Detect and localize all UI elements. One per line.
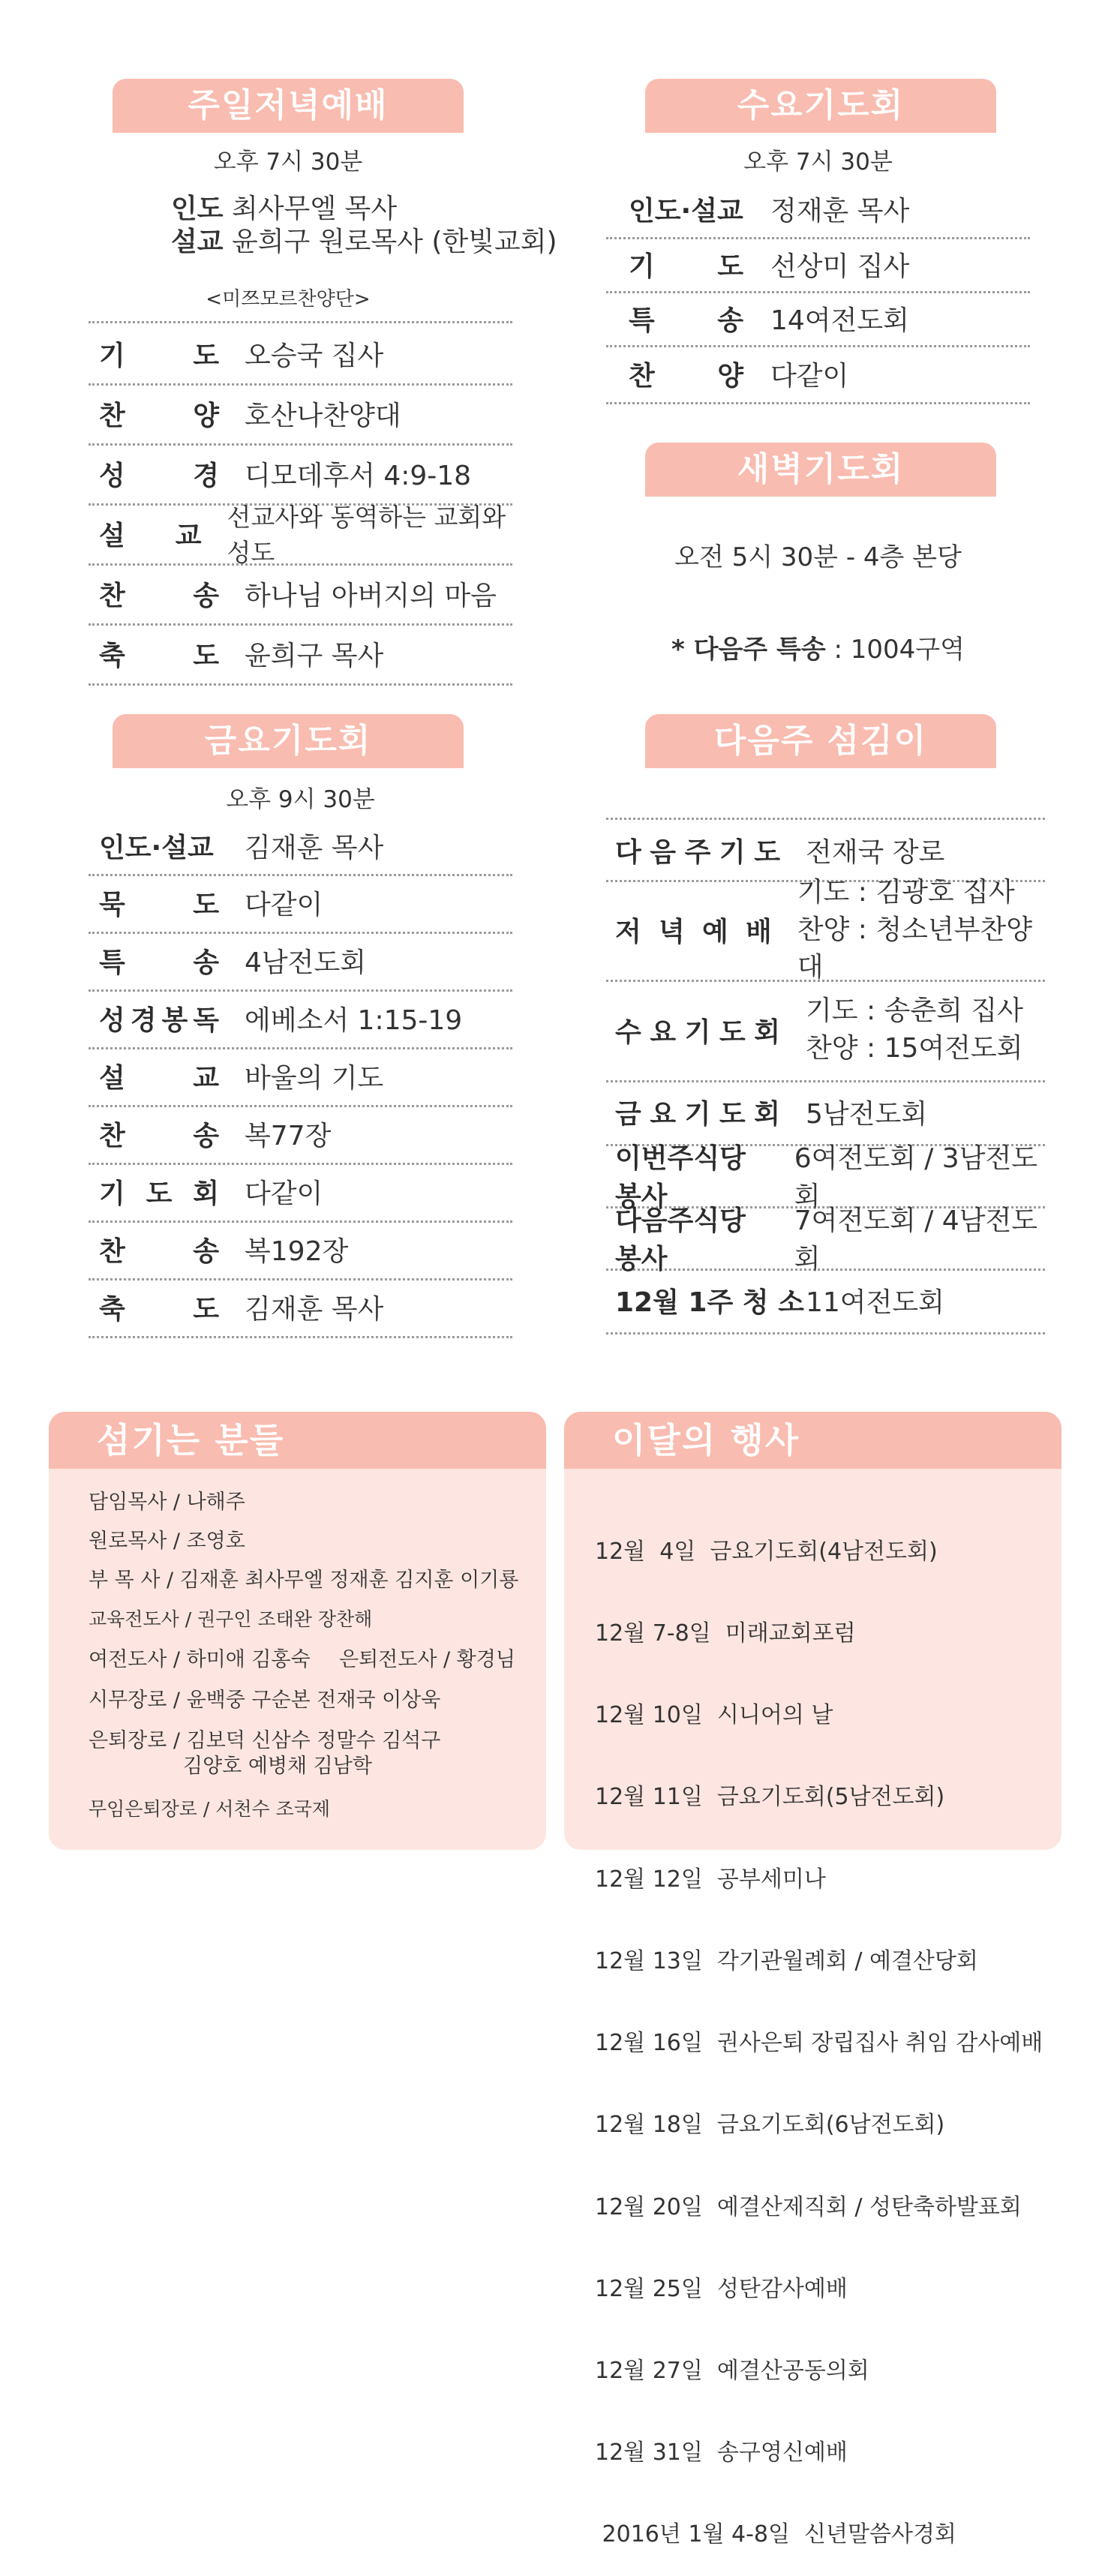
row-label: 12월 1주 청 소	[615, 1287, 804, 1318]
label-char: 특	[629, 305, 655, 336]
label-char: 교	[193, 1063, 219, 1094]
row-label	[99, 999, 219, 1037]
staff-line: 은퇴전도사 / 황경님	[339, 1648, 515, 1671]
staff-line: 담임목사 / 나해주	[89, 1491, 245, 1514]
row-label	[99, 1230, 219, 1268]
label-char: 성	[99, 1005, 125, 1036]
staff-line: 여전도사 / 하미애 김홍숙	[89, 1648, 311, 1671]
event-item: 12월 13일 각기관월례회 / 예결산당회	[595, 1947, 978, 1974]
label-char: 양	[717, 360, 743, 392]
label-char: 교	[175, 520, 202, 551]
label-char: 예	[701, 917, 728, 947]
row-value: 바울의 기도	[245, 1063, 384, 1094]
friday-time: 오후 9시 30분	[226, 786, 375, 813]
label-char: 도	[193, 340, 219, 371]
label-char: 찬	[99, 1121, 125, 1151]
label-char: 축	[99, 1294, 125, 1325]
row-value: 디모데후서 4:9-18	[245, 460, 472, 491]
row-label	[629, 355, 743, 393]
event-item: 12월 7-8일 미래교회포럼	[595, 1620, 856, 1647]
wednesday-title-tab: 수요기도회	[645, 79, 996, 133]
label-char: 찬	[99, 1236, 125, 1267]
row-value: 7여전도회 / 4남전도회	[794, 1205, 1038, 1274]
label-char: 송	[193, 1121, 219, 1151]
row-label	[629, 245, 743, 284]
friday-row	[89, 932, 512, 992]
wednesday-row	[606, 180, 1030, 239]
staff-line: 시무장로 / 윤백중 구순본 전재국 이상욱	[89, 1689, 441, 1712]
row-value	[806, 992, 1023, 1067]
sunday-row	[89, 563, 512, 626]
staff-line: 교육전도사 / 권구인 조태완 장찬해	[89, 1608, 373, 1630]
label-char: 회	[193, 1178, 219, 1209]
row-value: 선교사와 동역하는 교회와 성도	[227, 503, 506, 567]
row-value	[797, 874, 1045, 986]
friday-row	[89, 1278, 512, 1338]
label-char: 수	[615, 1016, 641, 1048]
sunday-preacher-value: 윤희구 원로목사 (한빛교회)	[223, 227, 557, 257]
wednesday-time: 오후 7시 30분	[743, 149, 893, 176]
staff-line: 은퇴장로 / 김보덕 신삼수 정말수 김석구	[89, 1729, 441, 1752]
sunday-preacher	[171, 225, 557, 260]
row-label	[99, 635, 219, 673]
row-value: 김재훈 목사	[245, 1294, 384, 1325]
row-label	[99, 395, 219, 433]
row-label: 다음주식당봉사	[615, 1205, 746, 1274]
label-char: 금	[615, 1099, 641, 1130]
row-label	[99, 575, 219, 613]
label-char: 경	[130, 1005, 157, 1036]
row-value: 4남전도회	[245, 947, 367, 978]
row-label	[615, 831, 780, 869]
event-item: 12월 18일 금요기도회(6남전도회)	[595, 2112, 945, 2139]
label-char: 배	[745, 917, 772, 947]
row-label	[99, 1115, 219, 1153]
staff-line: 부 목 사 / 김재훈 최사무엘 정재훈 김지훈 이기룡	[89, 1569, 519, 1592]
event-item: 12월 31일 송구영신예배	[595, 2439, 848, 2466]
label-char: 독	[193, 1005, 219, 1036]
label-char: 요	[650, 1016, 677, 1048]
friday-title-tab: 금요기도회	[113, 714, 464, 768]
row-value: 복77장	[245, 1121, 332, 1151]
row-value: 복192장	[245, 1236, 349, 1267]
row-value: 11여전도회	[806, 1287, 944, 1318]
next-week-title-tab: 다음주 섬김이	[645, 714, 996, 768]
friday-row	[89, 818, 512, 876]
label-char: 찬	[99, 580, 125, 611]
next-week-row	[606, 980, 1045, 1082]
label-char: 봉	[161, 1005, 188, 1036]
label-char: 도	[719, 1016, 746, 1048]
row-label	[99, 884, 219, 922]
row-value: 에베소서 1:15-19	[245, 1005, 463, 1036]
events-list	[595, 1484, 1043, 2576]
row-value: 김재훈 목사	[245, 833, 384, 863]
event-item: 12월 12일 공부세미나	[595, 1866, 826, 1893]
row-value: 다같이	[770, 360, 849, 392]
label-char: 도	[193, 890, 219, 920]
label-char: 기	[719, 836, 746, 868]
row-label: 인도·설교	[99, 833, 214, 863]
label-char: 회	[754, 1016, 780, 1048]
friday-row	[89, 1163, 512, 1223]
row-label	[99, 1172, 219, 1211]
event-item: 2016년 1월 4-8일 신년말씀사경회	[595, 2521, 956, 2548]
label-char: 도	[717, 251, 743, 282]
row-value: 다같이	[245, 890, 323, 920]
next-week-row	[606, 1205, 1045, 1274]
label-char: 도	[193, 640, 219, 671]
dawn-special-label: * 다음주 특송	[671, 635, 826, 665]
label-char: 요	[650, 1099, 677, 1130]
row-label: 이번주식당봉사	[615, 1142, 746, 1212]
next-week-row	[606, 1268, 1045, 1335]
sunday-leader-value: 최사무엘 목사	[223, 194, 398, 224]
dawn-next-special	[606, 629, 1030, 665]
row-value: 14여전도회	[770, 305, 909, 336]
label-char: 도	[719, 1099, 746, 1130]
friday-row	[89, 989, 512, 1049]
sunday-row	[89, 623, 512, 686]
events-panel-title: 이달의 행사	[564, 1412, 1061, 1469]
row-value: 오승국 집사	[245, 340, 384, 371]
label-char: 송	[193, 580, 219, 611]
sunday-leader-label: 인도	[171, 194, 224, 224]
row-label: 인도·설교	[629, 195, 743, 227]
wednesday-row	[606, 291, 1030, 347]
row-value: 윤희구 목사	[245, 640, 384, 671]
row-label	[99, 455, 219, 493]
staff-line: 무임은퇴장로 / 서천수 조국제	[89, 1798, 331, 1820]
friday-row	[89, 1105, 512, 1165]
row-value: 정재훈 목사	[770, 195, 910, 227]
row-value-line: 기도 : 김광호 집사	[797, 876, 1015, 908]
label-char: 송	[193, 947, 219, 978]
staff-panel-title: 섬기는 분들	[49, 1412, 546, 1469]
dawn-title-tab: 새벽기도회	[645, 443, 996, 497]
event-item: 12월 4일 금요기도회(4남전도회)	[595, 1538, 938, 1565]
wednesday-row	[606, 237, 1030, 293]
row-label	[615, 1011, 780, 1049]
label-char: 도	[146, 1178, 173, 1209]
sunday-choir: <미쯔모르찬양단>	[206, 288, 371, 311]
event-item: 12월 20일 예결산제직회 / 성탄축하발표회	[595, 2193, 1022, 2220]
row-value-line: 찬양 : 청소년부찬양대	[797, 914, 1032, 983]
label-char: 도	[193, 1294, 219, 1325]
label-char: 다	[615, 836, 641, 868]
sunday-row	[89, 323, 512, 386]
label-char: 송	[193, 1236, 219, 1267]
friday-row	[89, 874, 512, 934]
row-value: 다같이	[245, 1178, 323, 1209]
label-char: 기	[684, 1016, 711, 1048]
label-char: 양	[193, 400, 219, 431]
label-char: 기	[99, 340, 125, 371]
next-week-row	[606, 876, 1045, 983]
wednesday-row	[606, 345, 1030, 404]
row-value: 전재국 장로	[806, 836, 945, 868]
friday-row	[89, 1047, 512, 1107]
label-char: 특	[99, 947, 125, 978]
event-item: 12월 10일 시니어의 날	[595, 1702, 833, 1729]
row-value: 5남전도회	[806, 1099, 928, 1130]
label-char: 녁	[658, 917, 685, 947]
label-char: 송	[717, 305, 743, 336]
label-char: 찬	[629, 360, 655, 392]
dawn-time: 오전 5시 30분 - 4층 본당	[674, 542, 962, 572]
event-item: 12월 16일 권사은퇴 장립집사 취임 감사예배	[595, 2030, 1043, 2057]
sunday-time: 오후 7시 30분	[213, 149, 363, 176]
label-char: 저	[615, 917, 641, 947]
row-label	[99, 1288, 219, 1326]
row-value: 6여전도회 / 3남전도회	[794, 1142, 1038, 1212]
label-char: 설	[99, 520, 125, 551]
sunday-title-tab: 주일저녁예배	[113, 79, 464, 133]
row-label	[615, 1093, 780, 1131]
label-char: 회	[754, 1099, 780, 1130]
row-label	[99, 515, 202, 553]
row-label	[629, 299, 743, 338]
row-label	[99, 1057, 219, 1095]
staff-line: 김양호 예병채 김남학	[183, 1755, 372, 1778]
event-item: 12월 27일 예결산공동의회	[595, 2358, 869, 2384]
label-char: 축	[99, 640, 125, 671]
sunday-preacher-label: 설교	[171, 227, 224, 257]
staff-line: 원로목사 / 조영호	[89, 1530, 245, 1553]
dawn-special-value: : 1004구역	[825, 635, 965, 665]
row-label	[615, 911, 772, 949]
sunday-row	[89, 383, 512, 446]
row-label	[99, 335, 219, 373]
sunday-row	[89, 443, 512, 506]
friday-row	[89, 1220, 512, 1280]
label-char: 경	[193, 460, 219, 491]
label-char: 기	[629, 251, 655, 282]
row-value: 하나님 아버지의 마음	[245, 580, 497, 611]
sunday-leader	[171, 192, 397, 227]
event-item: 12월 11일 금요기도회(5남전도회)	[595, 1784, 945, 1811]
row-value-line: 찬양 : 15여전도회	[806, 1033, 1023, 1064]
label-char: 묵	[99, 890, 125, 920]
label-char: 성	[99, 460, 125, 491]
label-char: 음	[650, 836, 677, 868]
label-char: 주	[684, 836, 711, 868]
row-value-line: 기도 : 송춘희 집사	[806, 995, 1023, 1026]
label-char: 도	[754, 836, 780, 868]
sunday-row	[89, 503, 512, 566]
label-char: 찬	[99, 400, 125, 431]
row-label	[99, 941, 219, 980]
label-char: 설	[99, 1063, 125, 1094]
row-value: 호산나찬양대	[245, 400, 401, 431]
row-value: 선상미 집사	[770, 251, 910, 282]
event-item: 12월 25일 성탄감사예배	[595, 2275, 848, 2302]
label-char: 기	[684, 1099, 711, 1130]
label-char: 기	[99, 1178, 125, 1209]
